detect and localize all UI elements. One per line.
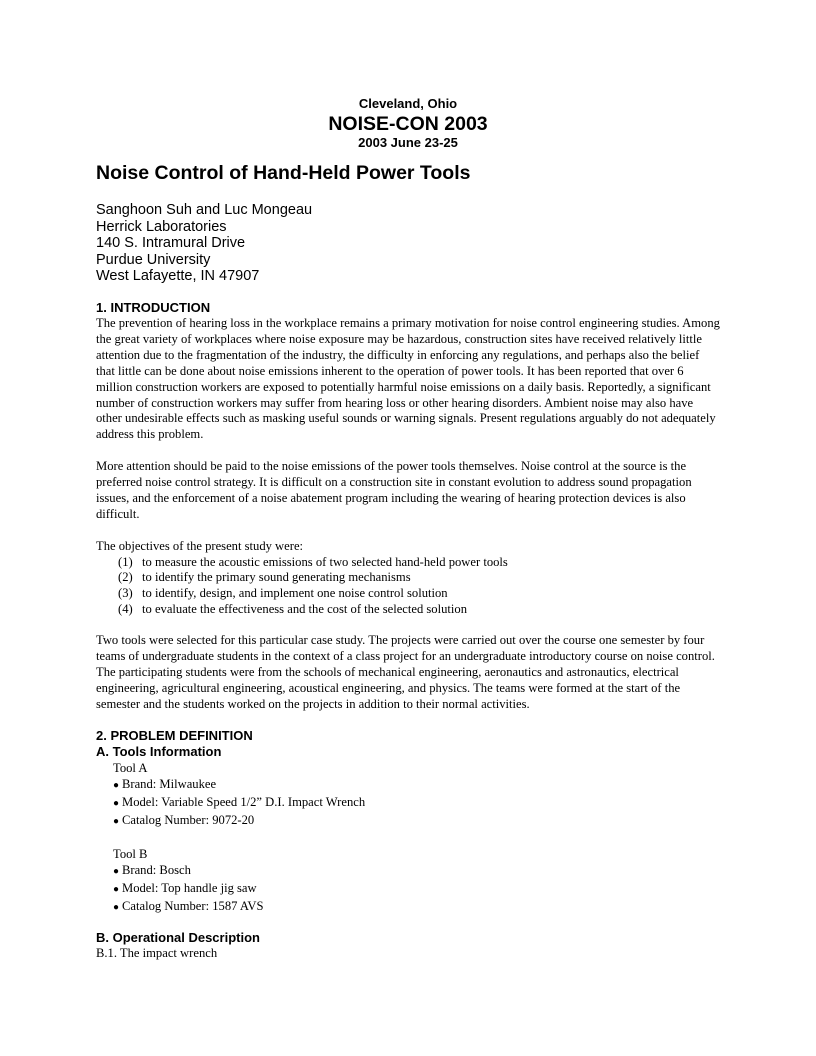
intro-paragraph-2: More attention should be paid to the noise emissions of the power tools themselves. Noise control at the source is the preferred noise control strategy. It is difficult on a construction site in constant evolution to address sound propagation issues, and the enforcement of a noise abatement program including the wearing of hearing protection devices is also difficult. (96, 459, 692, 521)
subsubsection-heading-impact-wrench: B.1. The impact wrench (96, 945, 218, 960)
objective-item: (1) to measure the acoustic emissions of two selected hand-held power tools (118, 554, 508, 569)
objective-item: (3) to identify, design, and implement one noise control solution (118, 585, 448, 600)
subsection-heading-operational-description: B. Operational Description (96, 929, 260, 945)
subsection-heading-tools-information: A. Tools Information (96, 743, 222, 759)
bullet-icon: ● (113, 901, 120, 913)
objectives-intro: The objectives of the present study were: (96, 538, 304, 553)
bullet-icon: ● (113, 797, 120, 809)
objective-item: (4) to evaluate the effectiveness and the cost of the selected solution (118, 601, 467, 616)
list-item: ● Catalog Number: 9072-20 (113, 812, 720, 830)
conference-location: Cleveland, Ohio (358, 96, 458, 111)
bullet-icon: ● (113, 779, 120, 791)
list-item: ● Brand: Bosch (113, 862, 720, 880)
author-city: West Lafayette, IN 47907 (96, 268, 260, 285)
conference-dates: 2003 June 23-25 (358, 135, 458, 150)
author-affiliation: Herrick Laboratories (96, 218, 227, 235)
tool-b-label: Tool B (113, 846, 148, 861)
section-heading-introduction: 1. INTRODUCTION (96, 299, 211, 315)
list-item: ● Model: Top handle jig saw (113, 880, 720, 898)
list-item: ● Brand: Milwaukee (113, 776, 720, 794)
paper-page (96, 96, 720, 962)
tool-b-block (96, 846, 720, 916)
objective-item: (2) to identify the primary sound generating mechanisms (118, 570, 411, 585)
bullet-icon: ● (113, 865, 120, 877)
bullet-icon: ● (113, 815, 120, 827)
bullet-icon: ● (113, 883, 120, 895)
conference-name: NOISE-CON 2003 (328, 113, 488, 135)
tool-a-block (96, 760, 720, 830)
intro-paragraph-1: The prevention of hearing loss in the workplace remains a primary motivation for noise control engineering studies. Among the great variety of workplaces where noise exposure may be hazardous, construction sites have received relatively little attention due to the fragmentation of the industry, the difficulty in enforcing any regulations, and perhaps also the belief that little can be done about noise emissions inherent to the operation of power tools. It has been reported that over 6 million construction workers are exposed to potentially harmful noise emissions on a daily basis. Reportedly, a significant number of construction workers may suffer from hearing loss or other hearing disorders. Ambient noise may also have other undesirable effects such as masking useful sounds or warning signals. Present regulations arguably do not adequately address this problem. (96, 315, 720, 442)
tool-a-label: Tool A (113, 760, 148, 775)
author-street: 140 S. Intramural Drive (96, 235, 246, 252)
section-heading-problem-definition: 2. PROBLEM DEFINITION (96, 727, 253, 743)
author-names: Sanghoon Suh and Luc Mongeau (96, 202, 313, 218)
author-university: Purdue University (96, 251, 211, 268)
author-block (96, 202, 720, 285)
list-item: ● Catalog Number: 1587 AVS (113, 898, 720, 916)
intro-paragraph-3: Two tools were selected for this particular case study. The projects were carried out over the course one semester by four teams of undergraduate students in the context of a class project for an undergraduate introductory course on noise control. The participating students were from the schools of mechanical engineering, aeronautics and astronautics, electrical engineering, agricultural engineering, acoustical engineering, and physics. The teams were formed at the start of the semester and the students worked on the projects in addition to their normal activities. (96, 633, 715, 711)
objectives-list (96, 555, 720, 617)
paper-title: Noise Control of Hand-Held Power Tools (96, 162, 471, 184)
list-item: ● Model: Variable Speed 1/2” D.I. Impact Wrench (113, 794, 720, 812)
